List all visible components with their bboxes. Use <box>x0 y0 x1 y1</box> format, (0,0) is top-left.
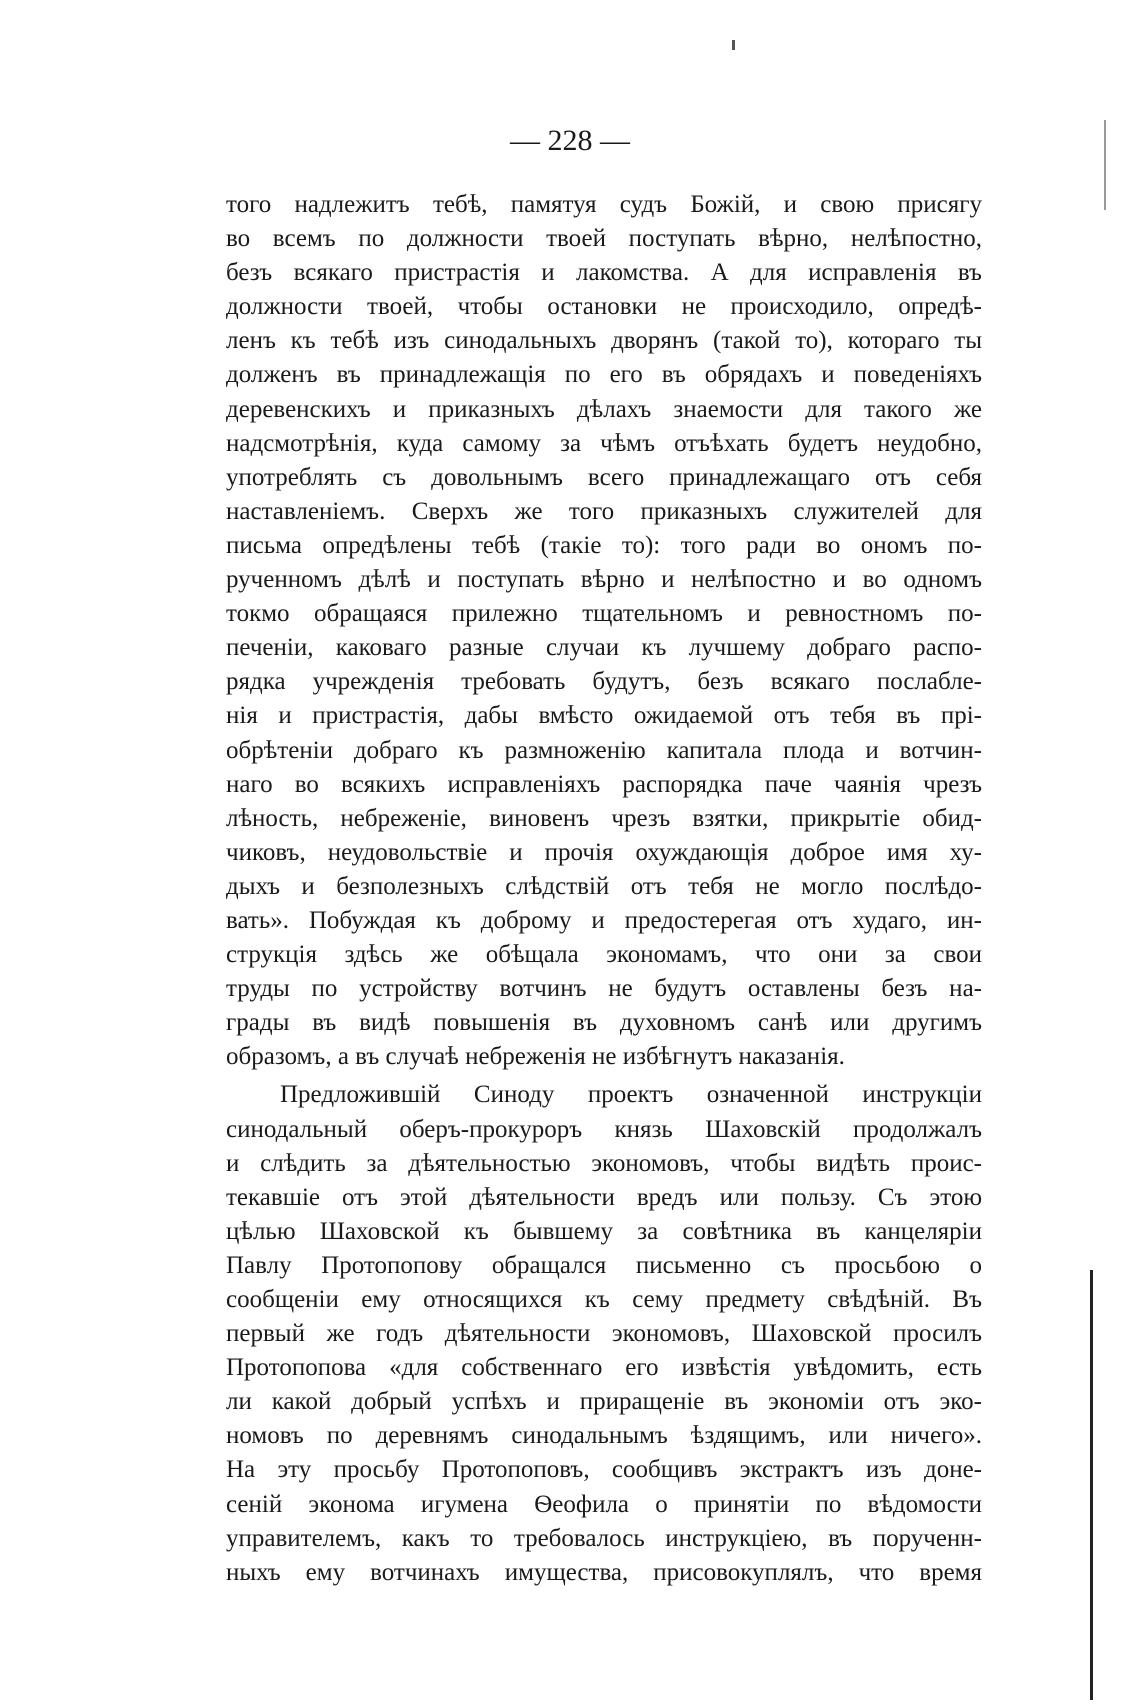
text-line: обрѣтеніи добраго къ размноженію капитала плода и вотчин- <box>226 736 982 764</box>
text-line: грады въ видѣ повышенія въ духовномъ санѣ или другимъ <box>226 1009 982 1037</box>
text-line: деревенскихъ и приказныхъ дѣлахъ знаемости для такого же <box>226 395 982 423</box>
text-line: того надлежитъ тебѣ, памятуя судъ Божій, и свою присягу <box>226 191 982 218</box>
text-line: долженъ въ принадлежащія по его въ обрядахъ и поведеніяхъ <box>226 361 982 389</box>
text-line: струкція здѣсь же обѣщала экономамъ, что они за свои <box>226 941 982 969</box>
text-line: чиковъ, неудовольствіе и прочія охуждающія доброе имя ху- <box>226 838 982 866</box>
text-line: рученномъ дѣлѣ и поступать вѣрно и нелѣпостно и во одномъ <box>226 566 982 594</box>
text-line: текавшіе отъ этой дѣятельности вредъ или пользу. Съ этою <box>226 1183 982 1211</box>
text-line: синодальный оберъ-прокуроръ князь Шаховскій продолжалъ <box>226 1115 982 1143</box>
scan-edge-mark <box>732 40 735 50</box>
text-line: безъ всякаго пристрастія и лакомства. А для исправленія въ <box>226 259 982 287</box>
text-line: употреблять съ довольнымъ всего принадлежащаго отъ себя <box>226 463 982 491</box>
text-line: Протопопова «для собственнаго его извѣстія увѣдомить, есть <box>226 1354 982 1382</box>
text-line: ленъ къ тебѣ изъ синодальныхъ дворянъ (такой то), котораго ты <box>226 327 982 355</box>
text-line: ли какой добрый успѣхъ и приращеніе въ экономіи отъ эко- <box>226 1388 982 1416</box>
text-line: сеній эконома игумена Ѳеофила о принятіи по вѣдомости <box>226 1490 982 1518</box>
text-line: Павлу Протопопову обращался письменно съ просьбою о <box>226 1251 982 1279</box>
text-line: вать». Побуждая къ доброму и предостерегая отъ худаго, ин- <box>226 906 982 934</box>
text-line: Предложившій Синоду проектъ означенной инструкціи <box>280 1081 982 1109</box>
text-line: управителемъ, какъ то требовалось инструкціею, въ порученн- <box>226 1524 982 1552</box>
text-line: дыхъ и безполезныхъ слѣдствій отъ тебя не могло послѣдо- <box>226 872 982 900</box>
text-line: цѣлью Шаховской къ бывшему за совѣтника въ канцеляріи <box>226 1217 982 1245</box>
page-number: — 228 — <box>510 124 630 157</box>
text-line: лѣность, небреженіе, виновенъ чрезъ взятки, прикрытіе обид- <box>226 804 982 832</box>
text-line: номовъ по деревнямъ синодальнымъ ѣздящимъ, или ничего». <box>226 1422 982 1450</box>
text-line: образомъ, а въ случаѣ небреженія не избѣгнутъ наказанія. <box>226 1043 845 1071</box>
text-line: токмо обращаяся прилежно тщательномъ и ревностномъ по- <box>226 600 982 628</box>
text-line: рядка учрежденія требовать будутъ, безъ всякаго послабле- <box>226 668 982 696</box>
body-text <box>226 188 982 1590</box>
scan-edge-mark <box>1090 1270 1093 1700</box>
text-line: нія и пристрастія, дабы вмѣсто ожидаемой отъ тебя въ прі- <box>226 702 982 730</box>
text-line: во всемъ по должности твоей поступать вѣрно, нелѣпостно, <box>226 225 982 253</box>
text-line: печеніи, каковаго разные случаи къ лучшему добраго распо- <box>226 634 982 662</box>
text-line: наго во всякихъ исправленіяхъ распорядка паче чаянія чрезъ <box>226 770 982 798</box>
text-line: надсмотрѣнія, куда самому за чѣмъ отъѣхать будетъ неудобно, <box>226 429 982 457</box>
text-line: и слѣдить за дѣятельностью экономовъ, чтобы видѣть проис- <box>226 1149 982 1177</box>
text-line: ныхъ ему вотчинахъ имущества, присовокуплялъ, что время <box>226 1558 982 1586</box>
scan-edge-mark <box>1104 120 1106 210</box>
text-line: сообщеніи ему относящихся къ сему предмету свѣдѣній. Въ <box>226 1286 982 1313</box>
text-line: труды по устройству вотчинъ не будутъ оставлены безъ на- <box>226 975 982 1003</box>
text-line: наставленіемъ. Сверхъ же того приказныхъ служителей для <box>226 497 982 525</box>
text-line: должности твоей, чтобы остановки не происходило, опредѣ- <box>226 293 982 321</box>
text-line: На эту просьбу Протопоповъ, сообщивъ экстрактъ изъ доне- <box>226 1456 982 1484</box>
text-line: письма опредѣлены тебѣ (такіе то): того ради во ономъ по- <box>226 531 982 559</box>
text-line: первый же годъ дѣятельности экономовъ, Шаховской просилъ <box>226 1320 982 1348</box>
